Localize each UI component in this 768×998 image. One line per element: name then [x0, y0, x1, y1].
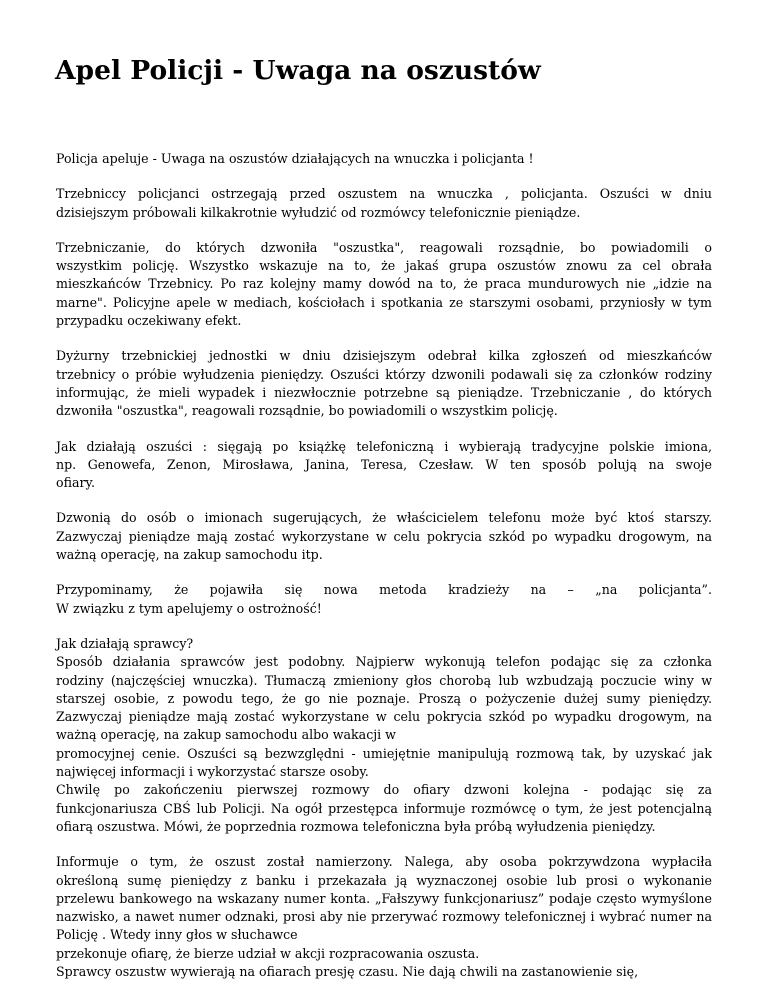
text-line: np. Genowefa, Zenon, Mirosława, Janina, Teresa, Czesław. W ten sposób polują na swoje	[56, 456, 712, 472]
text-line: rodziny (najczęściej wnuczka). Tłumaczą zmieniony głos chorobą lub wzbudzają poczucie winy w	[56, 672, 712, 688]
document-body	[56, 150, 712, 998]
text-line: funkcjonariusza CBŚ lub Policji. Na ogół przestępca informuje rozmówcę o tym, że jest potencjalną	[56, 800, 712, 816]
text-line: Sposób działania sprawców jest podobny. Najpierw wykonują telefon podając się za członka	[56, 654, 712, 670]
text-line: ważną operację, na zakup samochodu itp.	[56, 547, 323, 563]
text-line: Zazwyczaj pieniądze mają zostać wykorzystane w celu pokrycia szkód po wypadku drogowym, na	[56, 709, 712, 725]
text-line: dzisiejszym próbowali kilkakrotnie wyłudzić od rozmówcy telefonicznie pieniądze.	[56, 204, 581, 220]
paragraph	[56, 635, 712, 836]
paragraph	[56, 438, 712, 493]
document-title: Apel Policji - Uwaga na oszustów	[55, 55, 541, 86]
paragraph	[56, 853, 712, 981]
text-line: ofiary.	[56, 475, 95, 491]
text-line: Zazwyczaj pieniądze mają zostać wykorzystane w celu pokrycia szkód po wypadku drogowym, na	[56, 528, 712, 544]
text-line: Trzebniccy policjanci ostrzegają przed oszustem na wnuczka , policjanta. Oszuści w dniu	[56, 186, 712, 202]
text-line: dzwoniła "oszustka", reagowali rozsądnie, bo powiadomili o wszystkim policję.	[56, 403, 558, 419]
text-line: Dyżurny trzebnickiej jednostki w dniu dzisiejszym odebrał kilka zgłoszeń od mieszkańców	[56, 348, 712, 364]
paragraph	[56, 239, 712, 330]
text-line: Dzwonią do osób o imionach sugerujących, że właścicielem telefonu może być ktoś starszy.	[56, 510, 712, 526]
text-line: trzebnicy o próbie wyłudzenia pieniędzy. Oszuści którzy dzwonili podawali się za członków rodziny	[56, 366, 712, 382]
text-line: informując, że mieli wypadek i niezwłocznie potrzebne są pieniądze. Trzebniczanie , do których	[56, 384, 712, 400]
text-line: przekonuje ofiarę, że bierze udział w akcji rozpracowania oszusta.	[56, 945, 480, 961]
text-line: przypadku oczekiwany efekt.	[56, 313, 242, 329]
text-line: Jak działają oszuści : sięgają po książkę telefoniczną i wybierają tradycyjne polskie imiona,	[56, 438, 712, 454]
text-line: wszystkim policję. Wszystko wskazuje na to, że jakaś grupa oszustów znowu za cel obrała	[56, 258, 712, 274]
paragraph	[56, 347, 712, 420]
text-line: Informuje o tym, że oszust został namierzony. Nalega, aby osoba pokrzywdzona wypłaciła	[56, 854, 712, 870]
text-line: Sprawcy oszustw wywierają na ofiarach presję czasu. Nie dają chwili na zastanowienie się,	[56, 963, 639, 979]
paragraph	[56, 185, 712, 222]
text-line: marne". Policyjne apele w mediach, kościołach i spotkania ze starszymi osobami, przyniosły w tym	[56, 294, 712, 310]
text-line: przelewu bankowego na wskazany numer konta. „Fałszywy funkcjonariusz” podaje często wymyślone	[56, 890, 712, 906]
text-line: Przypominamy, że pojawiła się nowa metoda kradzieży na – „na policjanta”.	[56, 582, 712, 598]
text-line: Policję . Wtedy inny głos w słuchawce	[56, 927, 298, 943]
paragraph	[56, 509, 712, 564]
paragraph	[56, 150, 712, 168]
text-line: W związku z tym apelujemy o ostrożność!	[56, 600, 322, 616]
text-line: mieszkańców Trzebnicy. Po raz kolejny mamy dowód na to, że praca mundurowych nie „idzie na	[56, 276, 712, 292]
text-line: Policja apeluje - Uwaga na oszustów działających na wnuczka i policjanta !	[56, 151, 534, 166]
paragraph	[56, 581, 712, 618]
text-line: najwięcej informacji i wykorzystać starsze osoby.	[56, 764, 369, 780]
text-line: starszej osobie, z powodu tego, że go nie poznaje. Proszą o pożyczenie dużej sumy pieniędzy.	[56, 690, 712, 706]
text-line: określoną sumę pieniędzy z banku i przekazała ją wyznaczonej osobie lub prosi o wykonanie	[56, 872, 712, 888]
text-line: Trzebniczanie, do których dzwoniła "oszustka", reagowali rozsądnie, bo powiadomili o	[56, 239, 712, 255]
text-line: ofiarą oszustwa. Mówi, że poprzednia rozmowa telefoniczna była próbą wyłudzenia pieniędzy.	[56, 818, 656, 834]
text-line: Jak działają sprawcy?	[56, 635, 194, 651]
text-line: nazwisko, a nawet numer odznaki, prosi aby nie przerywać rozmowy telefonicznej i wybrać numer na	[56, 909, 712, 925]
text-line: Chwilę po zakończeniu pierwszej rozmowy do ofiary dzwoni kolejna - podając się za	[56, 782, 712, 798]
text-line: promocyjnej cenie. Oszuści są bezwzględni - umiejętnie manipulują rozmową tak, by uzyskać jak	[56, 745, 712, 761]
text-line: ważną operację, na zakup samochodu albo wakacji w	[56, 727, 396, 743]
